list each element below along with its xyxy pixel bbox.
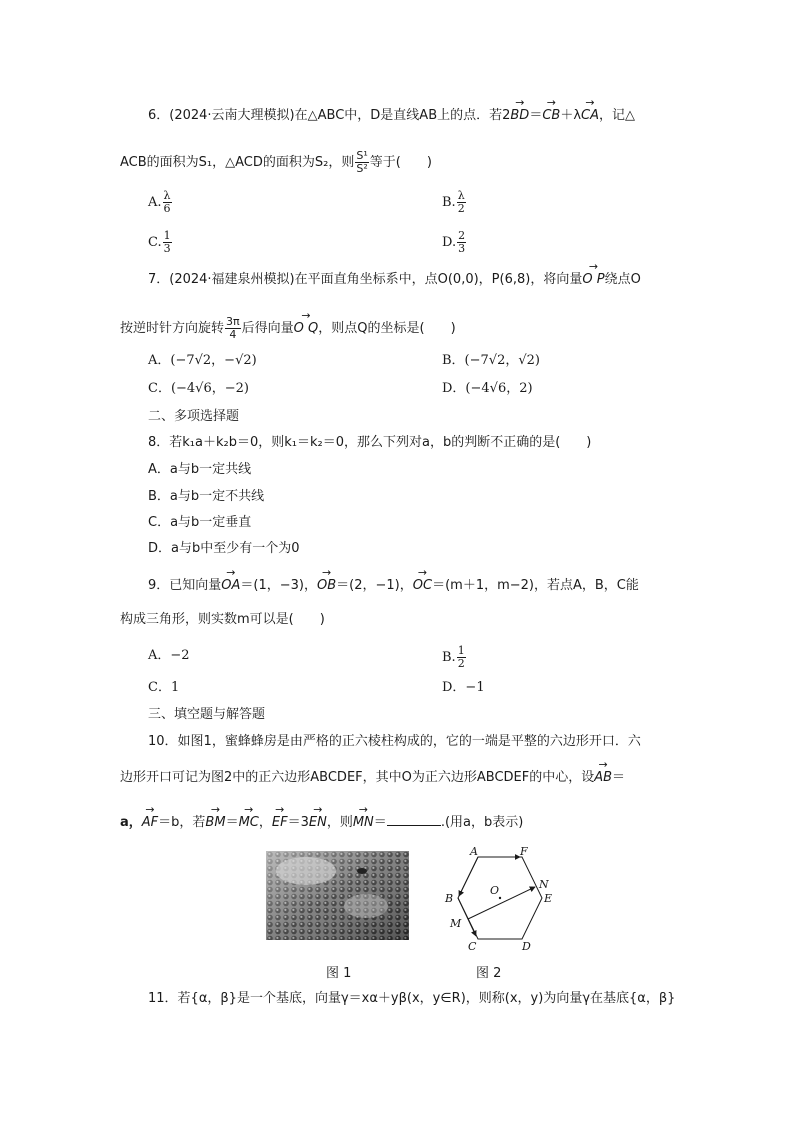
q9-option-b[interactable]: B. $\frac{1}{2}$ — [442, 644, 465, 670]
q11-line1: 11．若{α，β}是一个基底，向量γ＝xα＋yβ(x，y∈R)，则称(x，y)为向量γ在基底{α，β} — [148, 991, 676, 1006]
label-C: C — [468, 940, 477, 953]
answer-blank[interactable] — [387, 813, 441, 826]
q9-line1: 9．已知向量→ OA＝(1，−3)，→ OB＝(2，−1)，→ OC＝(m＋1，m−2)，若点A，B，C能 — [148, 578, 639, 594]
vector-OB: → OB — [317, 578, 336, 594]
q10-line1: 10．如图1，蜜蜂蜂房是由严格的正六棱柱构成的，它的一端是平整的六边形开口．六 — [148, 734, 641, 749]
vector-MC: → MC — [239, 815, 259, 831]
section-heading-multi-choice: 二、多项选择题 — [148, 409, 240, 424]
vector-OA: → OA — [221, 578, 240, 594]
vector-MN: → MN — [353, 815, 374, 831]
q10-line3: a，→ AF＝b，若→ BM＝→ MC，→ EF＝3→ EN，则→ MN＝ .(用a，b表示) — [120, 813, 523, 831]
vector-EN: → EN — [309, 815, 327, 831]
label-A: A — [470, 845, 478, 858]
q6-option-d[interactable]: D. $\frac{2}{3}$ — [442, 229, 466, 255]
vector-CB: → CB — [542, 108, 560, 124]
label-N: N — [539, 878, 549, 891]
q9-option-d[interactable]: D．−1 — [442, 680, 485, 695]
vector-BM: → BM — [205, 815, 225, 831]
q7-option-a[interactable]: A．(−7√2，−√2) — [148, 353, 257, 368]
label-F: F — [520, 845, 528, 858]
q6-fraction: $\frac{\text{S¹}}{\text{S²}}$ — [356, 149, 368, 175]
vector-BD: → BD — [510, 108, 529, 124]
vector-AB-arrow — [459, 857, 478, 896]
q6-option-b[interactable]: B. $\frac{\lambda}{2}$ — [442, 189, 465, 215]
q8-option-b[interactable]: B．a与b一定不共线 — [148, 489, 265, 504]
vector-AF: → AF — [142, 815, 158, 831]
q6-line1: 6．(2024·云南大理模拟)在△ABC中，D是直线AB上的点．若2→ BD＝→ CB＋λ→ CA，记△ — [148, 108, 635, 124]
section-heading-fill-in: 三、填空题与解答题 — [148, 707, 266, 722]
vector-AB: → AB — [594, 770, 612, 786]
q7-line1: 7．(2024·福建泉州模拟)在平面直角坐标系中，点O(0,0)，P(6,8)，将向量→ O P绕点O — [148, 272, 641, 288]
q8-option-a[interactable]: A．a与b一定共线 — [148, 462, 252, 477]
q7-option-c[interactable]: C．(−4√6，−2) — [148, 381, 249, 396]
vector-OQ: → O Q — [294, 321, 319, 337]
q8-stem: 8．若k₁a＋k₂b＝0，则k₁＝k₂＝0，那么下列对a，b的判断不正确的是( ) — [148, 435, 592, 450]
q9-line2: 构成三角形，则实数m可以是( ) — [120, 612, 325, 627]
q8-option-c[interactable]: C．a与b一定垂直 — [148, 515, 252, 530]
label-E: E — [544, 892, 553, 905]
vector-OP: → O P — [582, 272, 604, 288]
hexagon-diagram — [432, 842, 572, 954]
q7-option-b[interactable]: B．(−7√2，√2) — [442, 353, 540, 368]
honeycomb-photo — [266, 851, 409, 940]
vector-EF: → EF — [272, 815, 288, 831]
vector-MN-arrow — [468, 887, 535, 919]
q6-option-c[interactable]: C. $\frac{1}{3}$ — [148, 229, 171, 255]
figure-1-caption: 图 1 — [326, 966, 352, 981]
label-D: D — [522, 940, 531, 953]
q6-line2: ACB的面积为S₁，△ACD的面积为S₂，则 $\frac{\text{S¹}}{\text{S²}}$ 等于( ) — [120, 149, 432, 175]
vector-OC: → OC — [413, 578, 432, 594]
label-O: O — [490, 884, 500, 897]
q9-option-c[interactable]: C．1 — [148, 680, 180, 695]
q7-fraction: $\frac{3\pi}{4}$ — [226, 315, 240, 341]
label-M: M — [450, 917, 462, 930]
q9-option-a[interactable]: A．−2 — [148, 648, 190, 663]
vector-CA: → CA — [581, 108, 599, 124]
label-B: B — [445, 892, 454, 905]
center-point-O — [499, 897, 501, 899]
q10-line2: 边形开口可记为图2中的正六边形ABCDEF，其中O为正六边形ABCDEF的中心，设→ AB＝ — [120, 770, 625, 786]
q8-option-d[interactable]: D．a与b中至少有一个为0 — [148, 541, 300, 556]
q6-option-a[interactable]: A. $\frac{\lambda}{6}$ — [148, 189, 171, 215]
q7-line2: 按逆时针方向旋转 $\frac{3\pi}{4}$ 后得向量→ O Q，则点Q的坐标是( ) — [120, 316, 456, 341]
figure-2-caption: 图 2 — [476, 966, 502, 981]
q7-option-d[interactable]: D．(−4√6，2) — [442, 381, 533, 396]
